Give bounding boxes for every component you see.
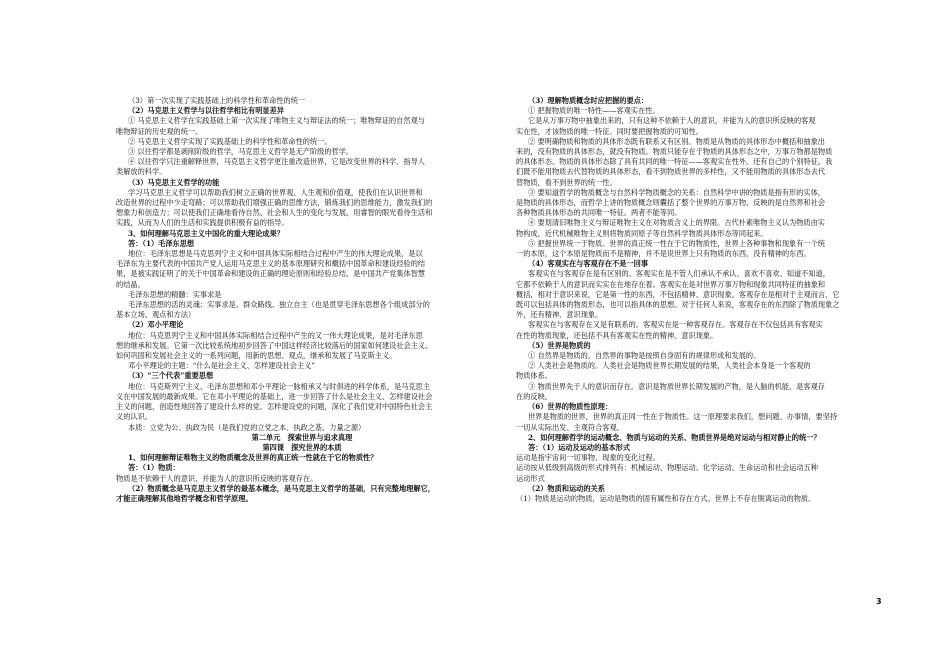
text-line: 主义的问题，创造性地回答了建设什么样的党、怎样建设党的问题，深化了我们党对中国特色社会主 — [116, 402, 433, 412]
text-line: （5）世界是物质的 — [528, 340, 591, 350]
text-line: 们既不能用物质去代替物质的具体形态，看不到物质世界的多样性，又不能用物质的具体形态去代 — [516, 167, 826, 177]
text-line: 毛泽东为主要代表的中国共产党人运用马克思主义的基本原理研究和概括中国革命和建设经验的结 — [116, 259, 426, 269]
text-line: 实践，从而为人们的生活和实践提供积极有益的指导。 — [116, 218, 289, 228]
text-line: 物构成，近代机械唯物主义则将物质同原子等自然科学物质具体形态等同起来。 — [516, 228, 768, 238]
text-line: 想象力和创造力；可以使我们正确地看待自然、社会和人生的变化与发展，用睿智的眼光看待生活和 — [116, 208, 433, 218]
text-line: 果，是被实践证明了的关于中国革命和建设的正确的理论原则和经验总结，是中国共产党集体智慧 — [116, 269, 426, 279]
text-line: 唯物辩证的历史观的统一。 — [116, 126, 203, 136]
text-line: 类解放的科学。 — [116, 167, 167, 177]
text-line: 概括，相对于意识来说，它是第一性的东西，不包括精神、意识现象。客观存在是相对于主观而言，它 — [516, 289, 840, 299]
text-line: 是物质的具体形态，而哲学上讲的物质概念则囊括了整个世界的万事万物，反映的是自然界和社会 — [516, 198, 826, 208]
text-line: （2）物质和运动的关系 — [528, 483, 605, 493]
text-line: ② 马克思主义哲学实现了实践基础上的科学性和革命性的统一。 — [128, 136, 332, 146]
text-line: ① 自然界是物质的。自然界的事物是按照自身固有的规律形成和发展的。 — [528, 351, 761, 361]
text-line: 答：（1）运动及运动的基本形式 — [528, 442, 631, 452]
text-line: 想的继承和发展。它第一次比较系统地初步回答了中国这样经济比较落后的国家如何建设社会主义、 — [116, 340, 433, 350]
text-line: ② 要明确物质和物质的具体形态既有联系又有区别。物质是从物质的具体形态中概括和抽象出 — [528, 136, 825, 146]
text-line: 运动是指宇宙间一切事物、现象的变化过程。 — [516, 453, 660, 463]
text-line: 客观实在与客观存在又是有联系的。客观实在是一种客观存在。客观存在不仅包括具有客观实 — [528, 320, 823, 330]
text-line: 3、如何理解马克思主义中国化的重大理论成果？ — [128, 228, 284, 238]
text-line: （2）马克思主义哲学与以往哲学相比有明显差异 — [128, 106, 284, 116]
text-line: ③ 物质世界先于人的意识而存在。意识是物质世界长期发展的产物，是人脑的机能，是客观存 — [528, 381, 825, 391]
text-line: 第二单元 探索世界与追求真理 — [251, 432, 353, 442]
text-line: 既可以包括具体的物质形态，也可以指具体的思想。对于任何人来说，客观存在的东西除了物质现象之 — [516, 300, 840, 310]
page-number: 3 — [876, 597, 882, 606]
text-line: 替物质，看不到世界的统一性。 — [516, 177, 617, 187]
text-line: 在的反映。 — [516, 391, 552, 401]
text-line: 实在性，才该物质的唯一特征。同时要把握物质的可知性。 — [516, 126, 703, 136]
text-line: 地位：马克斯列宁主义、毛泽东思想和邓小平理论一脉相承又与时俱进的科学体系，是马克思主 — [128, 381, 430, 391]
text-line: （3）马克思主义哲学的功能 — [128, 177, 220, 187]
left-text-column — [116, 96, 488, 504]
text-line: 的结晶。 — [116, 279, 145, 289]
text-line: 义在中国发展的最新成果。它在邓小平理论的基础上，进一步回答了什么是社会主义、怎样建设社会 — [116, 391, 433, 401]
text-line: 才能正确理解其他地哲学概念和哲学原理。 — [116, 493, 253, 503]
text-line: 基本立场、观点和方法） — [116, 310, 196, 320]
text-line: 改造世界的过程中少走弯路；可以帮助我们增强正确的思维方法，锻炼我们的思维能力，激发我们的 — [116, 198, 433, 208]
text-line: ① 马克思主义哲学在实践基础上第一次实现了唯物主义与辩证法的统一；唯物辩证的自然观与 — [128, 116, 425, 126]
text-line: 毛泽东思想的精髓：实事求是 — [128, 289, 222, 299]
text-line: 答：（1）毛泽东思想 — [128, 238, 195, 248]
text-line: ① 把握物质的唯一特性——客观实在性。 — [528, 106, 660, 116]
text-line: 它是从万事万物中抽象出来的，只有这种不依赖于人的意识，并能为人的意识所反映的客观 — [528, 116, 816, 126]
text-line: （3）理解物质概念时应把握的要点： — [528, 96, 649, 105]
text-line: 1、如何理解辩证唯物主义的物质概念及世界的真正统一性就在于它的物质性？ — [128, 453, 378, 463]
text-line: （3）第一次实现了实践基础上的科学性和革命性的统一 — [128, 96, 306, 105]
text-line: 邓小平理论的主题：“什么是社会主义、怎样建设社会主义” — [128, 361, 316, 371]
text-line: 第四课 探究世界的本质 — [262, 442, 342, 452]
text-line: （1）物质是运动的物质，运动是物质的固有属性和存在方式。世界上不存在脱离运动的物质。 — [516, 493, 816, 503]
text-line: 物质体系。 — [516, 371, 552, 381]
text-line: 来的，没有物质的具体形态，就没有物质。物质只能存在于物质的具体形态之中，万事万物都是物质 — [516, 147, 833, 157]
text-line: 毛泽东思想的活的灵魂：实事求是、群众路线、独立自主（也是贯穿毛泽东思想各个组成部分的 — [128, 300, 430, 310]
text-line: ④ 以往哲学只注重解释世界，马克思主义哲学更注重改造世界，它是改变世界的科学、指导人 — [128, 157, 425, 167]
text-line: 地位：马克思列宁主义和中国具体实际相结合过程中产生的又一伟大理论成果，是对毛泽东思 — [128, 330, 423, 340]
text-line: ② 人类社会是物质的。人类社会是物质世界长期发展的结果，人类社会本身是一个客观的 — [528, 361, 811, 371]
text-line: 客观实在与客观存在是有区别的。客观实在是不管人们承认不承认、喜欢不喜欢、知道不知道， — [528, 269, 830, 279]
text-line: 世界是物质的世界，世界的真正同一性在于物质性。这一原理要求我们，想问题、办事情，要坚持 — [528, 412, 838, 422]
text-line: 如何巩固和发展社会主义的一系列问题，用新的思想、观点，继承和发展了马克斯主义。 — [116, 351, 397, 361]
text-line: （2）物质概念是马克思主义哲学的最基本概念，是马克思主义哲学的基础，只有完整地理解它， — [128, 483, 435, 493]
text-line: （3）“三个代表”重要思想 — [128, 371, 214, 381]
text-line: 外，还有精神、意识现象。 — [516, 310, 603, 320]
text-line: （2）邓小平理论 — [128, 320, 184, 330]
text-line: 2、如何理解哲学的运动概念、物质与运动的关系、物质世界是绝对运动与相对静止的统一？ — [528, 432, 821, 442]
text-line: 它都不依赖于人的意识而实实在在地存在着。客观实在是对世界万事万物和现象共同特征的抽象和 — [516, 279, 826, 289]
text-line: 学习马克思主义哲学可以帮助我们树立正确的世界观、人生观和价值观，使我们在认识世界和 — [128, 187, 423, 197]
text-line: ④ 要划清旧唯物主义与辩证唯物主义在对物质含义上的界限。古代朴素唯物主义认为物质由实 — [528, 218, 825, 228]
right-text-column — [516, 96, 874, 504]
text-line: 义的认识。 — [116, 412, 152, 422]
text-line: 一的本原，这个本原是物质而不是精神，并不是说世界上只有物质的东西，没有精神的东西。 — [516, 249, 811, 259]
text-line: 物质是不依赖于人的意识，并能为人的意识所反映的客观存在。 — [116, 473, 318, 483]
text-line: （4）客观实在与客观存在不是一回事 — [528, 259, 649, 269]
text-line: 在性的物质现象，还包括不具有客观实在性的精神、意识现象。 — [516, 330, 718, 340]
text-line: ③ 以往哲学都是剥削阶级的哲学，马克思主义哲学是无产阶级的哲学。 — [128, 147, 354, 157]
text-line: 各种物质具体形态的共同唯一特征。两者不能等同。 — [516, 208, 682, 218]
text-line: 运动形式 — [516, 473, 545, 483]
text-line: 一切从实际出发、主观符合客观。 — [516, 422, 624, 432]
text-line: 本质：立党为公、执政为民（是我们党的立党之本、执政之基、力量之源） — [128, 422, 366, 432]
text-line: 答：（1）物质： — [128, 463, 180, 473]
text-line: 地位：毛泽东思想是马克思列宁主义和中国具体实际相结合过程中产生的伟大理论成果，是以 — [128, 249, 423, 259]
text-line: ③ 要知道哲学的物质概念与自然科学物质概念的关系：自然科学中讲的物质是指有形的实体， — [528, 187, 825, 197]
text-line: （6）世界的物质性原理： — [528, 402, 613, 412]
text-line: ⑤ 把握世界统一于物质。世界的真正统一性在于它的物质性，世界上各种事物和现象有一个统 — [528, 238, 825, 248]
text-line: 的具体形态。物质的具体形态除了具有共同的唯一特征——客观实在性外，还有自己的个别特征，我 — [516, 157, 833, 167]
text-line: 运动按从低级到高级的形式排列有：机械运动、物理运动、化学运动、生命运动和社会运动五种 — [516, 463, 818, 473]
